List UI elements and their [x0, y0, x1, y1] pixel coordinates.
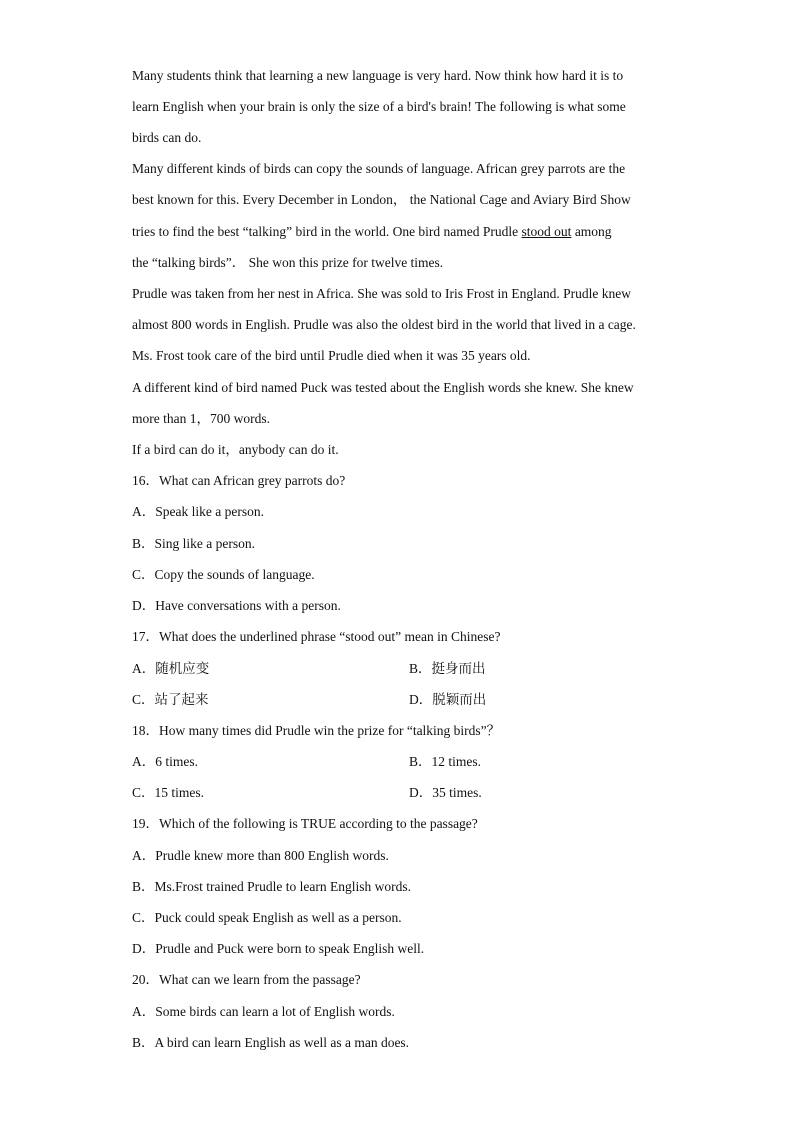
passage-line: the “talking birds”． She won this prize for twelve times. — [132, 255, 444, 270]
answer-option: D．35 times. — [409, 785, 482, 800]
passage-line: Prudle was taken from her nest in Africa. She was sold to Iris Frost in England. Prudle knew — [132, 286, 632, 301]
passage-line: best known for this. Every December in London， the National Cage and Aviary Bird Show — [132, 192, 631, 207]
answer-option: A．Speak like a person. — [132, 504, 264, 519]
question-stem: 20．What can we learn from the passage? — [132, 972, 361, 987]
answer-option: A．6 times. — [132, 754, 198, 769]
passage-line: Ms. Frost took care of the bird until Prudle died when it was 35 years old. — [132, 348, 531, 363]
answer-option: A．Some birds can learn a lot of English words. — [132, 1004, 395, 1019]
passage-line-with-underline — [132, 222, 612, 242]
question-stem: 17．What does the underlined phrase “stood out” mean in Chinese? — [132, 629, 501, 644]
passage-line: learn English when your brain is only the size of a bird's brain! The following is what some — [132, 99, 626, 114]
answer-option: D．脱颖而出 — [409, 692, 487, 707]
passage-line: birds can do. — [132, 130, 202, 145]
passage-line: almost 800 words in English. Prudle was also the oldest bird in the world that lived in a cage. — [132, 317, 636, 332]
passage-line: more than 1，700 words. — [132, 411, 270, 426]
passage-line: Many students think that learning a new language is very hard. Now think how hard it is to — [132, 68, 624, 83]
answer-option: B．Sing like a person. — [132, 536, 255, 551]
answer-option: B．A bird can learn English as well as a man does. — [132, 1035, 410, 1050]
answer-option: D．Have conversations with a person. — [132, 598, 341, 613]
answer-option: B．12 times. — [409, 754, 482, 769]
passage-line-head: tries to find the best “talking” bird in the world. One bird named Prudle — [132, 224, 522, 239]
answer-option: B．Ms.Frost trained Prudle to learn English words. — [132, 879, 411, 894]
passage-line: If a bird can do it，anybody can do it. — [132, 442, 339, 457]
question-stem: 19．Which of the following is TRUE according to the passage? — [132, 816, 478, 831]
answer-option: C．15 times. — [132, 785, 205, 800]
answer-option: C．Puck could speak English as well as a person. — [132, 910, 402, 925]
answer-option: A．随机应变 — [132, 661, 210, 676]
passage-line: A different kind of bird named Puck was tested about the English words she knew. She knew — [132, 380, 634, 395]
question-stem: 18．How many times did Prudle win the prize for “talking birds”？ — [132, 723, 501, 738]
answer-option: A．Prudle knew more than 800 English words. — [132, 848, 389, 863]
answer-option: C．站了起来 — [132, 692, 209, 707]
answer-option: D．Prudle and Puck were born to speak English well. — [132, 941, 425, 956]
underlined-phrase: stood out — [521, 224, 572, 239]
answer-option: C．Copy the sounds of language. — [132, 567, 315, 582]
question-stem: 16．What can African grey parrots do? — [132, 473, 346, 488]
passage-line-tail: among — [571, 224, 612, 239]
answer-option: B．挺身而出 — [409, 661, 486, 676]
passage-line: Many different kinds of birds can copy the sounds of language. African grey parrots are the — [132, 161, 626, 176]
